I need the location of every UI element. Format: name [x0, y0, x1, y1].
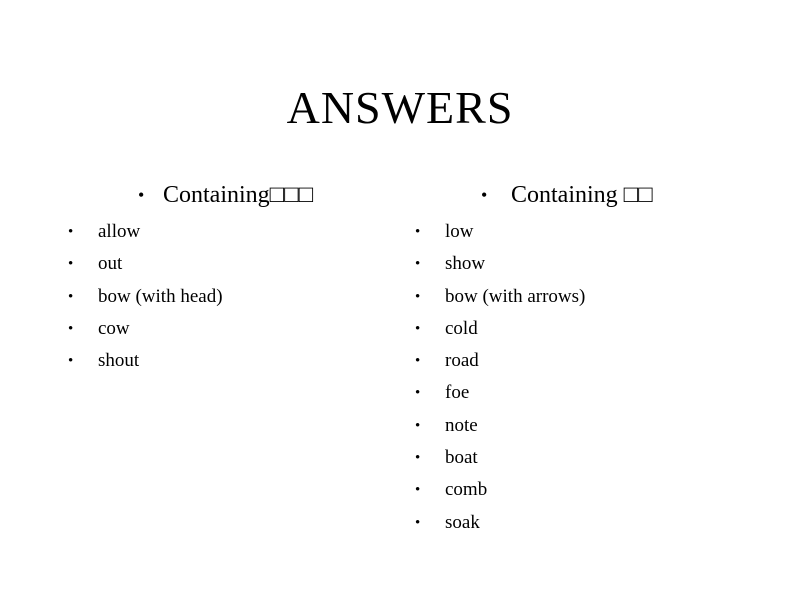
bullet-icon: • — [415, 482, 421, 499]
bullet-icon: • — [415, 385, 421, 402]
bullet-icon: • — [415, 320, 421, 337]
list-item — [415, 377, 745, 409]
bullet-icon: • — [68, 353, 74, 370]
right-column — [415, 178, 745, 539]
list-item — [415, 313, 745, 345]
bullet-icon: • — [68, 288, 74, 305]
left-column-heading — [68, 178, 398, 212]
list-item — [415, 507, 745, 539]
list-item-text: soak — [445, 511, 480, 533]
list-item — [415, 345, 745, 377]
slide-title: ANSWERS — [286, 82, 514, 133]
list-item — [415, 410, 745, 442]
list-item-text: low — [445, 221, 474, 242]
left-column-list — [68, 216, 398, 377]
bullet-icon: • — [415, 256, 421, 273]
list-item-text: allow — [98, 221, 141, 242]
bullet-icon: • — [481, 185, 488, 205]
list-item-text: cow — [98, 317, 130, 339]
list-item — [68, 216, 398, 248]
right-column-heading-text: Containing □□ — [511, 182, 653, 208]
bullet-icon: • — [415, 288, 421, 305]
list-item — [415, 216, 745, 248]
bullet-icon: • — [68, 224, 74, 240]
bullet-icon: • — [415, 224, 421, 240]
list-item-text: note — [445, 414, 478, 436]
list-item — [415, 442, 745, 474]
list-item — [415, 248, 745, 280]
bullet-icon: • — [138, 185, 145, 205]
list-item-text: road — [445, 350, 479, 372]
left-column-heading-text: Containing□□□ — [163, 182, 314, 208]
bullet-icon: • — [68, 320, 74, 337]
list-item — [415, 474, 745, 506]
bullet-icon: • — [68, 256, 74, 273]
list-item-text: foe — [445, 382, 470, 404]
bullet-icon: • — [415, 417, 421, 434]
left-column — [68, 178, 398, 377]
list-item-text: bow (with head) — [98, 285, 223, 307]
list-item — [68, 281, 398, 313]
list-item — [415, 281, 745, 313]
list-item-text: cold — [445, 317, 478, 339]
list-item-text: comb — [445, 479, 488, 501]
list-item-text: bow (with arrows) — [445, 285, 586, 307]
bullet-icon: • — [415, 450, 421, 467]
list-item-text: out — [98, 253, 123, 275]
bullet-icon: • — [415, 353, 421, 370]
list-item — [68, 345, 398, 377]
list-item — [68, 248, 398, 280]
bullet-icon: • — [415, 514, 421, 531]
right-column-heading — [415, 178, 745, 212]
list-item-text: show — [445, 253, 486, 275]
list-item-text: shout — [98, 350, 140, 372]
list-item-text: boat — [445, 447, 478, 469]
right-column-list — [415, 216, 745, 539]
list-item — [68, 313, 398, 345]
